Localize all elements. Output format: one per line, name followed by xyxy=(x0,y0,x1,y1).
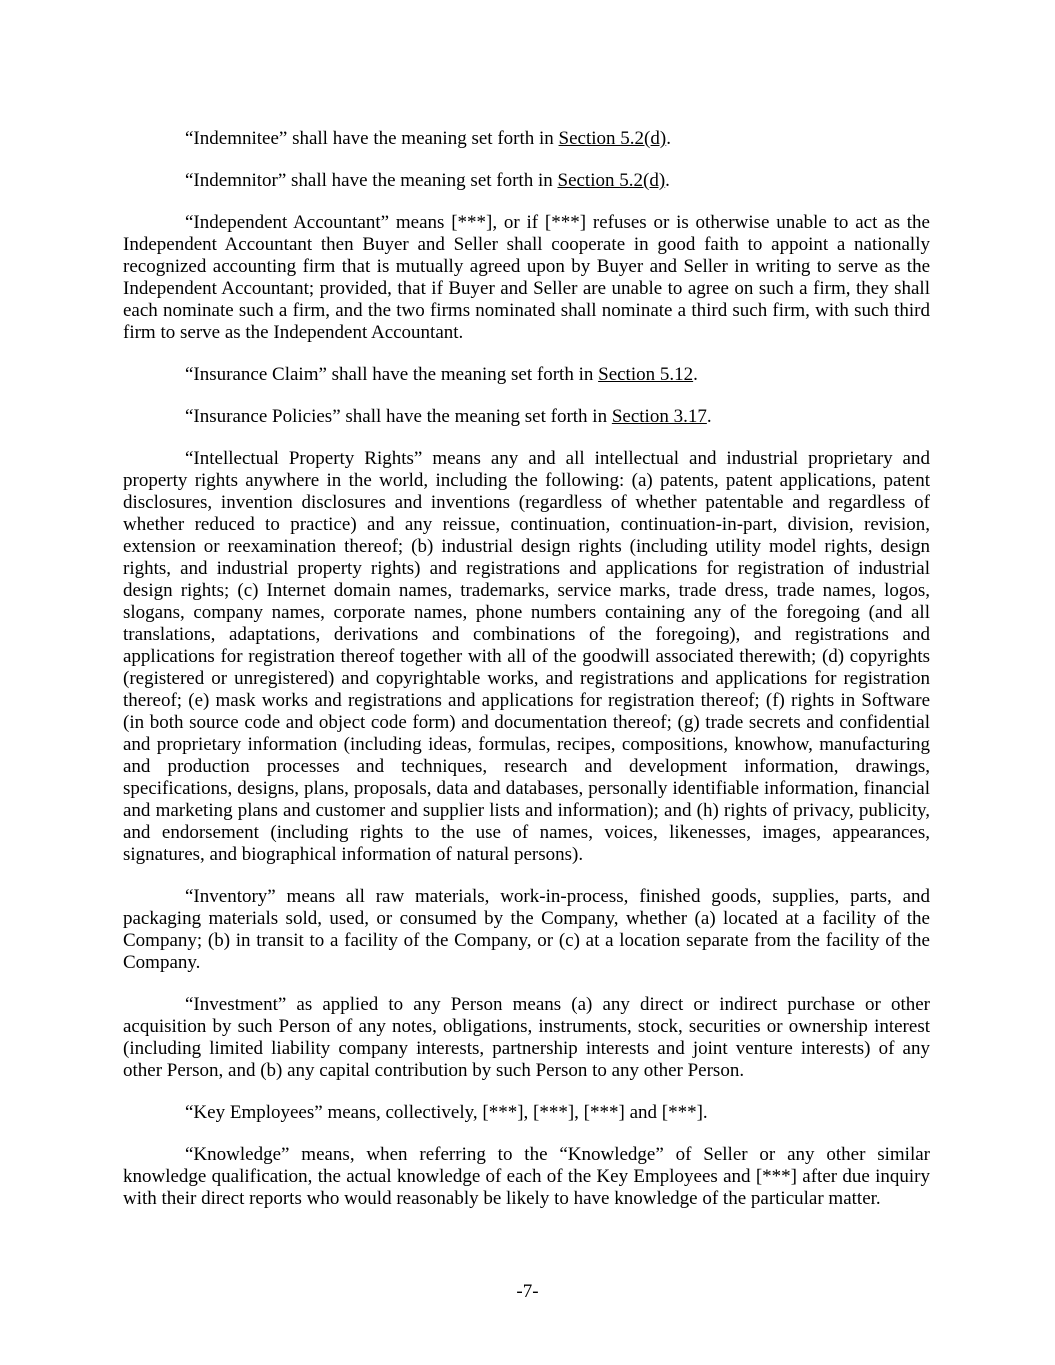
document-body xyxy=(123,128,930,1230)
definition-indemnitor xyxy=(123,170,930,192)
text-run: “Key Employees” means, collectively, [***], [***], [***] and [***]. xyxy=(185,1102,708,1123)
text-run: . xyxy=(706,406,712,427)
text-run: “Insurance Claim” shall have the meaning set forth in xyxy=(185,364,599,385)
definition-inventory xyxy=(123,886,930,974)
definition-independent-accountant xyxy=(123,212,930,344)
definition-insurance-policies xyxy=(123,406,930,428)
definition-intellectual-property-rights xyxy=(123,448,930,866)
section-reference: Section 3.17 xyxy=(611,406,707,427)
text-run: . xyxy=(693,364,698,385)
section-reference: Section 5.2(d) xyxy=(557,170,666,191)
text-run: “Inventory” means all raw materials, work-in-process, finished goods, supplies, parts, and packaging materials sold, used, or consumed by the Company, whether (a) located at a facility of the Company; (b) in transit to a facility of the Company, or (c) at a location separate from the facility of the Company. xyxy=(123,886,930,973)
text-run: “Indemnitee” shall have the meaning set forth in xyxy=(185,128,559,149)
text-run: “Knowledge” means, when referring to the “Knowledge” of Seller or any other similar knowledge qualification, the actual knowledge of each of the Key Employees and [***] after due inquiry with their direct reports who would reasonably be likely to have knowledge of the particular matter. xyxy=(123,1144,930,1209)
definition-indemnitee xyxy=(123,128,930,150)
page-number: -7- xyxy=(516,1281,539,1302)
section-reference: Section 5.2(d) xyxy=(558,128,667,149)
definition-key-employees xyxy=(123,1102,930,1124)
definition-investment xyxy=(123,994,930,1082)
section-reference: Section 5.12 xyxy=(598,364,694,385)
text-run: “Independent Accountant” means [***], or if [***] refuses or is otherwise unable to act as the Independent Accountant then Buyer and Seller shall cooperate in good faith to appoint a nationally recognized accounting firm that is mutually agreed upon by Buyer and Seller in writing to serve as the Independent Accountant; provided, that if Buyer and Seller are unable to agree on such a firm, they shall each nominate such a firm, and the two firms nominated shall nominate a third such firm, with such third firm to serve as the Independent Accountant. xyxy=(123,212,930,343)
text-run: “Intellectual Property Rights” means any and all intellectual and industrial proprietary and property rights anywhere in the world, including the following: (a) patents, patent applications, patent disclosures, invention disclosures and inventions (regardless of whether patentable and regardless of whether reduced to practice) and any reissue, continuation, continuation-in-part, division, revision, extension or reexamination thereof; (b) industrial design rights (including utility model rights, design rights, and industrial property rights) and registrations and applications for registration of industrial design rights; (c) Internet domain names, trademarks, service marks, trade dress, trade names, logos, slogans, company names, corporate names, phone numbers containing any of the foregoing (and all translations, adaptations, derivations and combinations of the foregoing), and registrations and applications for registration thereof together with all of the goodwill associated therewith; (d) copyrights (registered or unregistered) and copyrightable works, and registrations and applications for registration thereof; (e) mask works and registrations and applications for registration thereof; (f) rights in Software (in both source code and object code form) and documentation thereof; (g) trade secrets and confidential and proprietary information (including ideas, formulas, recipes, compositions, knowhow, manufacturing and production processes and techniques, research and development information, drawings, specifications, designs, plans, proposals, data and databases, personally identifiable information, financial and marketing plans and customer and supplier lists and information); and (h) rights of privacy, publicity, and endorsement (including rights to the use of names, voices, likenesses, images, appearances, signatures, and biographical information of natural persons). xyxy=(123,448,930,865)
definition-knowledge xyxy=(123,1144,930,1210)
definition-insurance-claim xyxy=(123,364,930,386)
text-run: . xyxy=(666,128,671,149)
text-run: “Insurance Policies” shall have the meaning set forth in xyxy=(185,406,612,427)
text-run: “Investment” as applied to any Person means (a) any direct or indirect purchase or other acquisition by such Person of any notes, obligations, instruments, stock, securities or ownership interest (including limited liability company interests, partnership interests and joint venture interests) of any other Person, and (b) any capital contribution by such Person to any other Person. xyxy=(123,994,930,1081)
text-run: “Indemnitor” shall have the meaning set forth in xyxy=(185,170,558,191)
text-run: . xyxy=(665,170,670,191)
